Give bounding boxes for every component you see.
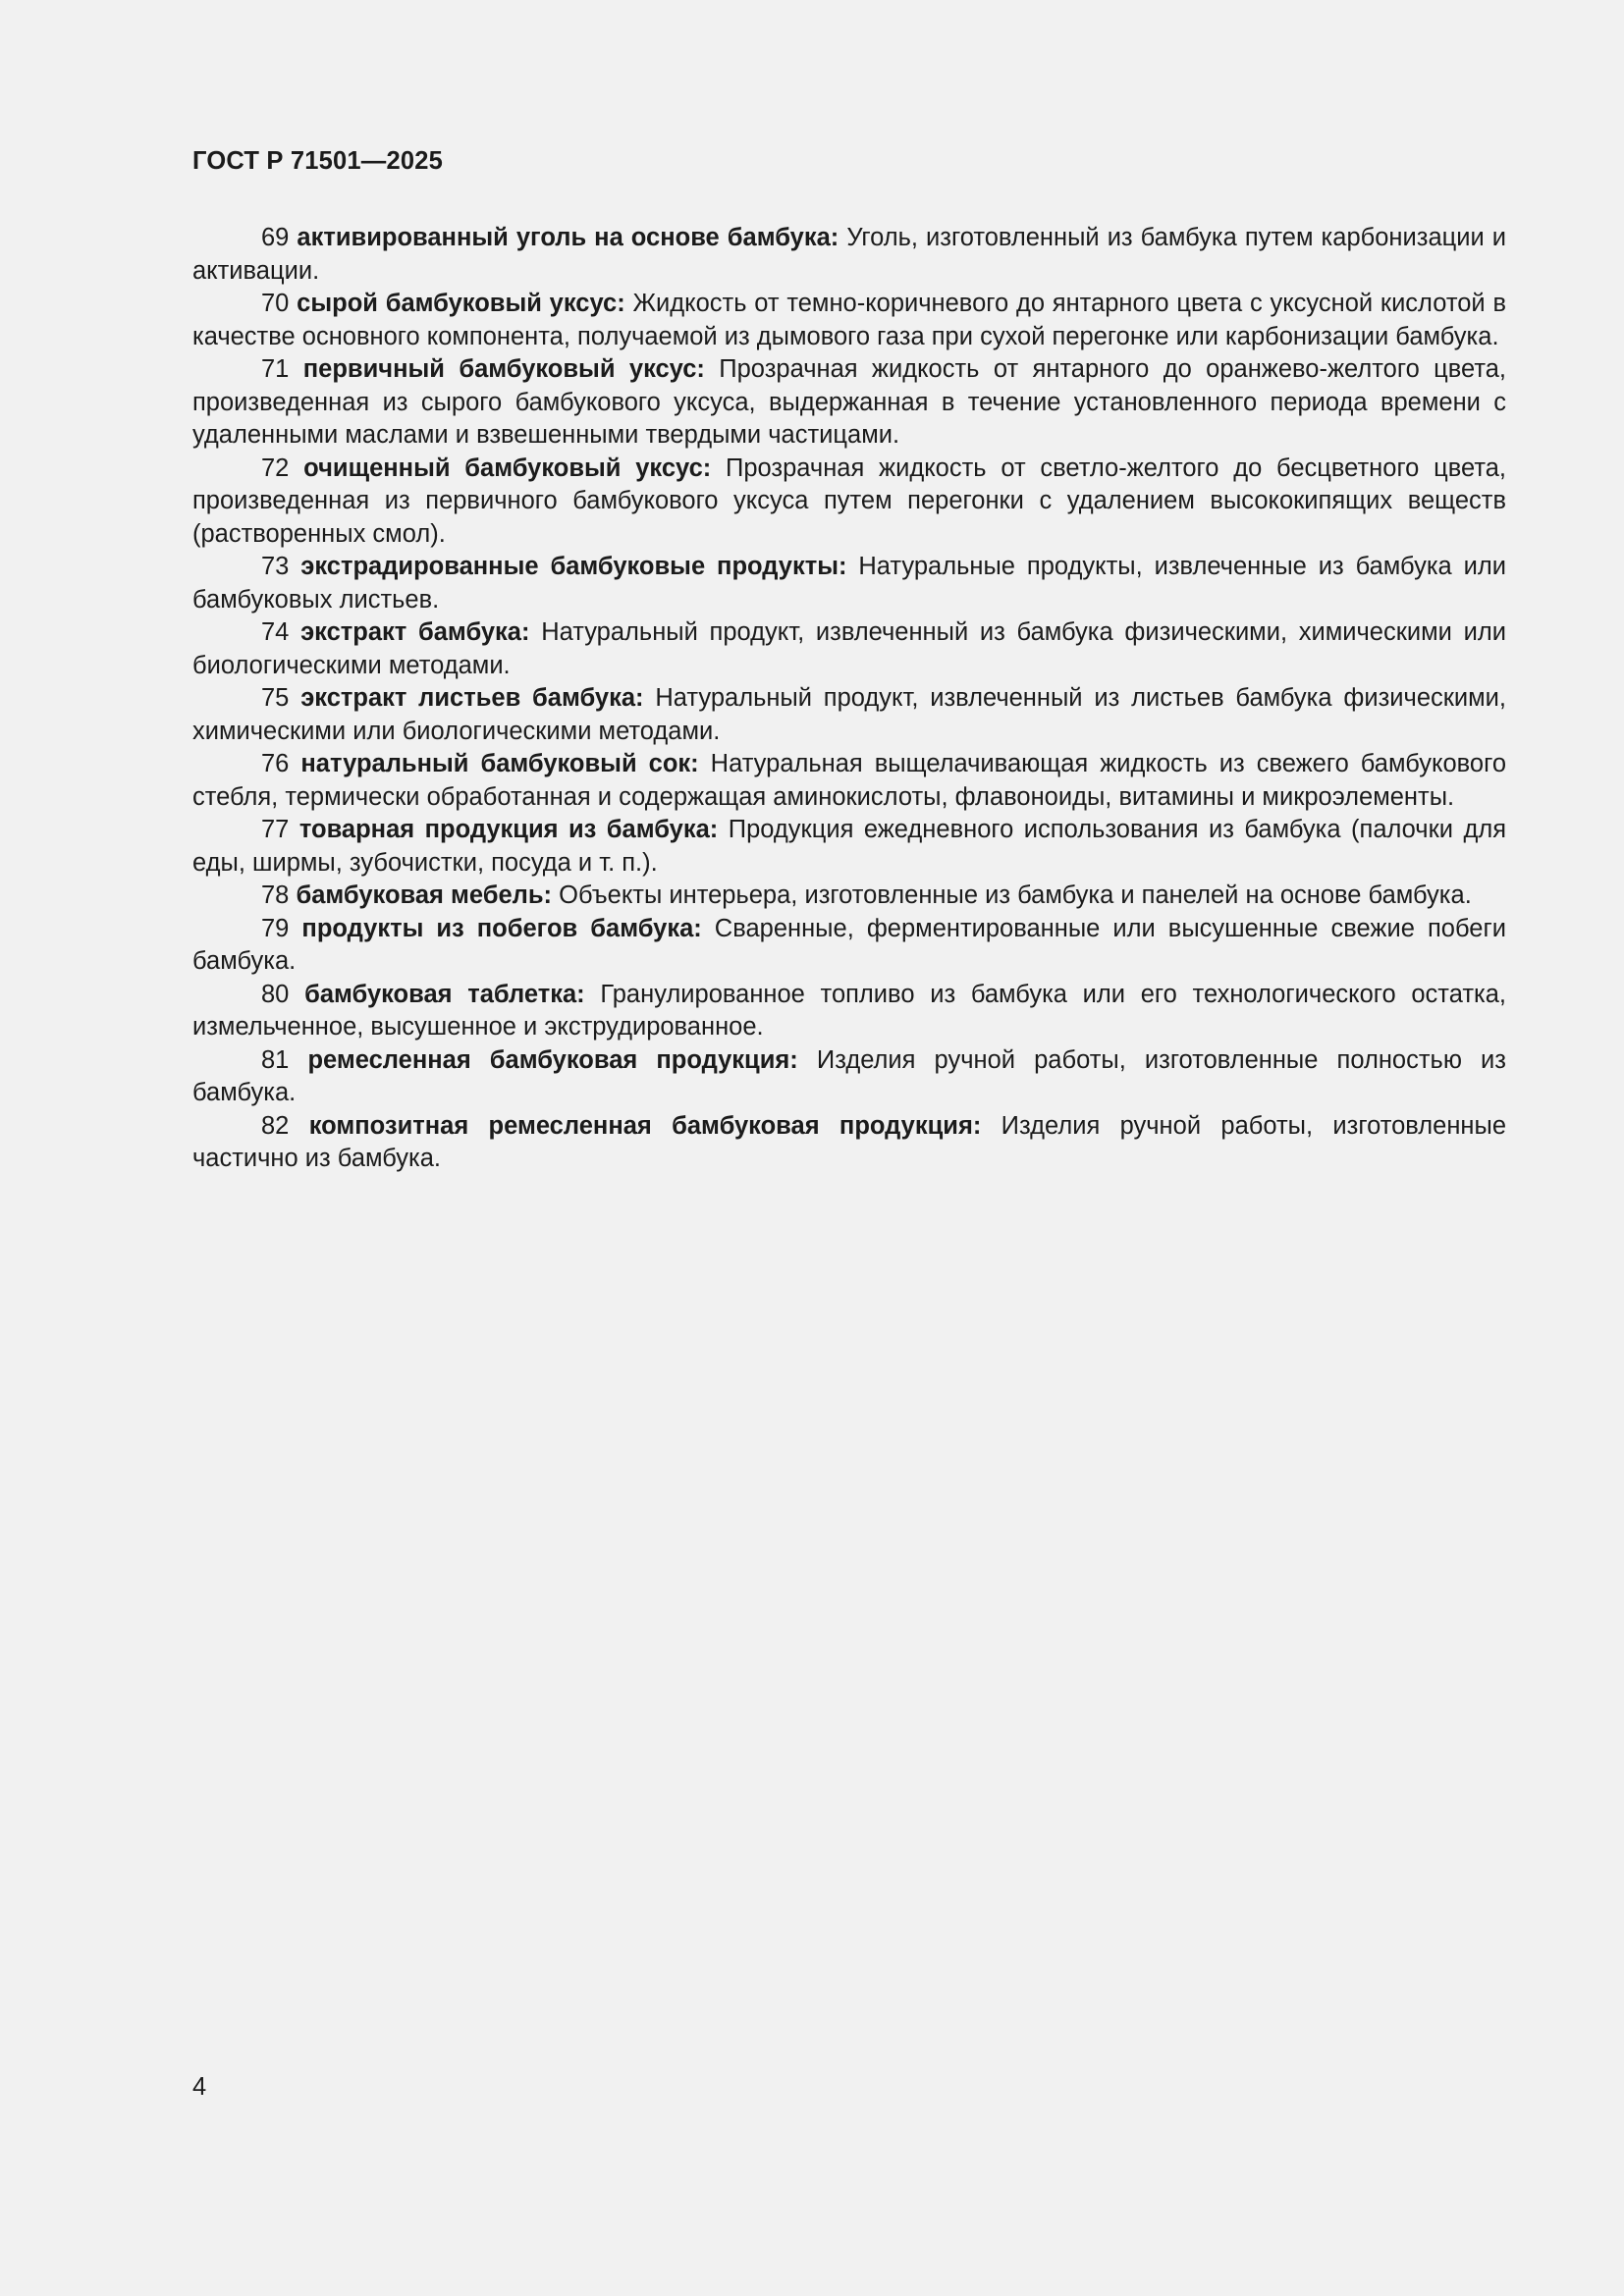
term-name: первичный бамбуковый уксус: bbox=[302, 355, 705, 383]
term-number: 80 bbox=[261, 980, 290, 1008]
term-entry bbox=[192, 814, 1506, 880]
term-definition: Натуральная выщелачивающая жидкость из свежего бамбукового стебля, термически обработанная и содержащая аминокислоты, флавоноиды, витамины и микроэлементы. bbox=[192, 750, 1506, 811]
term-name: активированный уголь на основе бамбука: bbox=[297, 224, 839, 251]
term-name: сырой бамбуковый уксус: bbox=[297, 290, 625, 317]
term-name: экстракт листьев бамбука: bbox=[300, 684, 644, 712]
term-number: 74 bbox=[261, 618, 290, 646]
term-number: 72 bbox=[261, 454, 290, 482]
term-name: продукты из побегов бамбука: bbox=[301, 914, 702, 942]
term-number: 77 bbox=[261, 816, 290, 843]
term-entry bbox=[192, 222, 1506, 288]
term-definition: Натуральные продукты, извлеченные из бамбука или бамбуковых листьев. bbox=[192, 553, 1506, 614]
term-entry bbox=[192, 880, 1506, 913]
term-definition: Изделия ручной работы, изготовленные частично из бамбука. bbox=[192, 1111, 1507, 1172]
term-entry bbox=[192, 1044, 1506, 1110]
terms-list bbox=[192, 222, 1506, 1176]
term-entry bbox=[192, 682, 1506, 748]
term-name: экстрадированные бамбуковые продукты: bbox=[300, 553, 847, 580]
term-entry bbox=[192, 453, 1506, 552]
term-entry bbox=[192, 353, 1506, 453]
document-header: ГОСТ Р 71501—2025 bbox=[192, 147, 444, 175]
term-entry bbox=[192, 551, 1506, 616]
term-name: бамбуковая таблетка: bbox=[304, 980, 585, 1008]
term-number: 69 bbox=[261, 224, 290, 251]
term-definition: Натуральный продукт, извлеченный из бамбука физическими, химическими или биологическими методами. bbox=[192, 618, 1506, 679]
term-entry bbox=[192, 979, 1506, 1044]
term-number: 79 bbox=[261, 914, 290, 942]
term-entry bbox=[192, 616, 1506, 682]
term-number: 82 bbox=[261, 1111, 290, 1140]
term-name: товарная продукция из бамбука: bbox=[298, 816, 719, 843]
term-name: ремесленная бамбуковая продукция: bbox=[307, 1045, 798, 1074]
term-number: 78 bbox=[261, 881, 290, 909]
term-number: 73 bbox=[261, 553, 290, 580]
term-number: 81 bbox=[261, 1045, 290, 1074]
term-name: натуральный бамбуковый сок: bbox=[300, 750, 699, 777]
page-number: 4 bbox=[192, 2073, 207, 2101]
term-definition: Прозрачная жидкость от янтарного до оранжево-желтого цвета, произведенная из сырого бамбукового уксуса, выдержанная в течение установленного периода времени с удаленными маслами и взвешенными твердыми частицами. bbox=[192, 355, 1506, 449]
term-definition: Объекты интерьера, изготовленные из бамбука и панелей на основе бамбука. bbox=[559, 881, 1472, 909]
term-definition: Изделия ручной работы, изготовленные полностью из бамбука. bbox=[192, 1045, 1506, 1106]
term-definition: Натуральный продукт, извлеченный из листьев бамбука физическими, химическими или биологическими методами. bbox=[192, 684, 1507, 745]
term-entry bbox=[192, 1110, 1506, 1176]
term-name: композитная ремесленная бамбуковая продукция: bbox=[308, 1111, 982, 1140]
term-definition: Продукция ежедневного использования из бамбука (палочки для еды, ширмы, зубочистки, посуда и т. п.). bbox=[192, 816, 1507, 877]
term-definition: Уголь, изготовленный из бамбука путем карбонизации и активации. bbox=[192, 224, 1506, 285]
term-number: 76 bbox=[261, 750, 290, 777]
term-definition: Сваренные, ферментированные или высушенные свежие побеги бамбука. bbox=[192, 914, 1506, 975]
term-entry bbox=[192, 913, 1506, 979]
term-definition: Жидкость от темно-коричневого до янтарного цвета с уксусной кислотой в качестве основного компонента, получаемой из дымового газа при сухой перегонке или карбонизации бамбука. bbox=[192, 290, 1506, 350]
term-entry bbox=[192, 288, 1506, 353]
term-definition: Гранулированное топливо из бамбука или его технологического остатка, измельченное, высушенное и экструдированное. bbox=[192, 980, 1506, 1041]
term-number: 71 bbox=[261, 355, 290, 383]
term-number: 70 bbox=[261, 290, 290, 317]
term-name: экстракт бамбука: bbox=[300, 618, 530, 646]
term-name: очищенный бамбуковый уксус: bbox=[303, 454, 712, 482]
term-entry bbox=[192, 748, 1506, 814]
term-name: бамбуковая мебель: bbox=[296, 881, 553, 909]
term-definition: Прозрачная жидкость от светло-желтого до бесцветного цвета, произведенная из первичного бамбукового уксуса путем перегонки с удалением высококипящих веществ (растворенных смол). bbox=[192, 454, 1506, 548]
term-number: 75 bbox=[261, 684, 290, 712]
